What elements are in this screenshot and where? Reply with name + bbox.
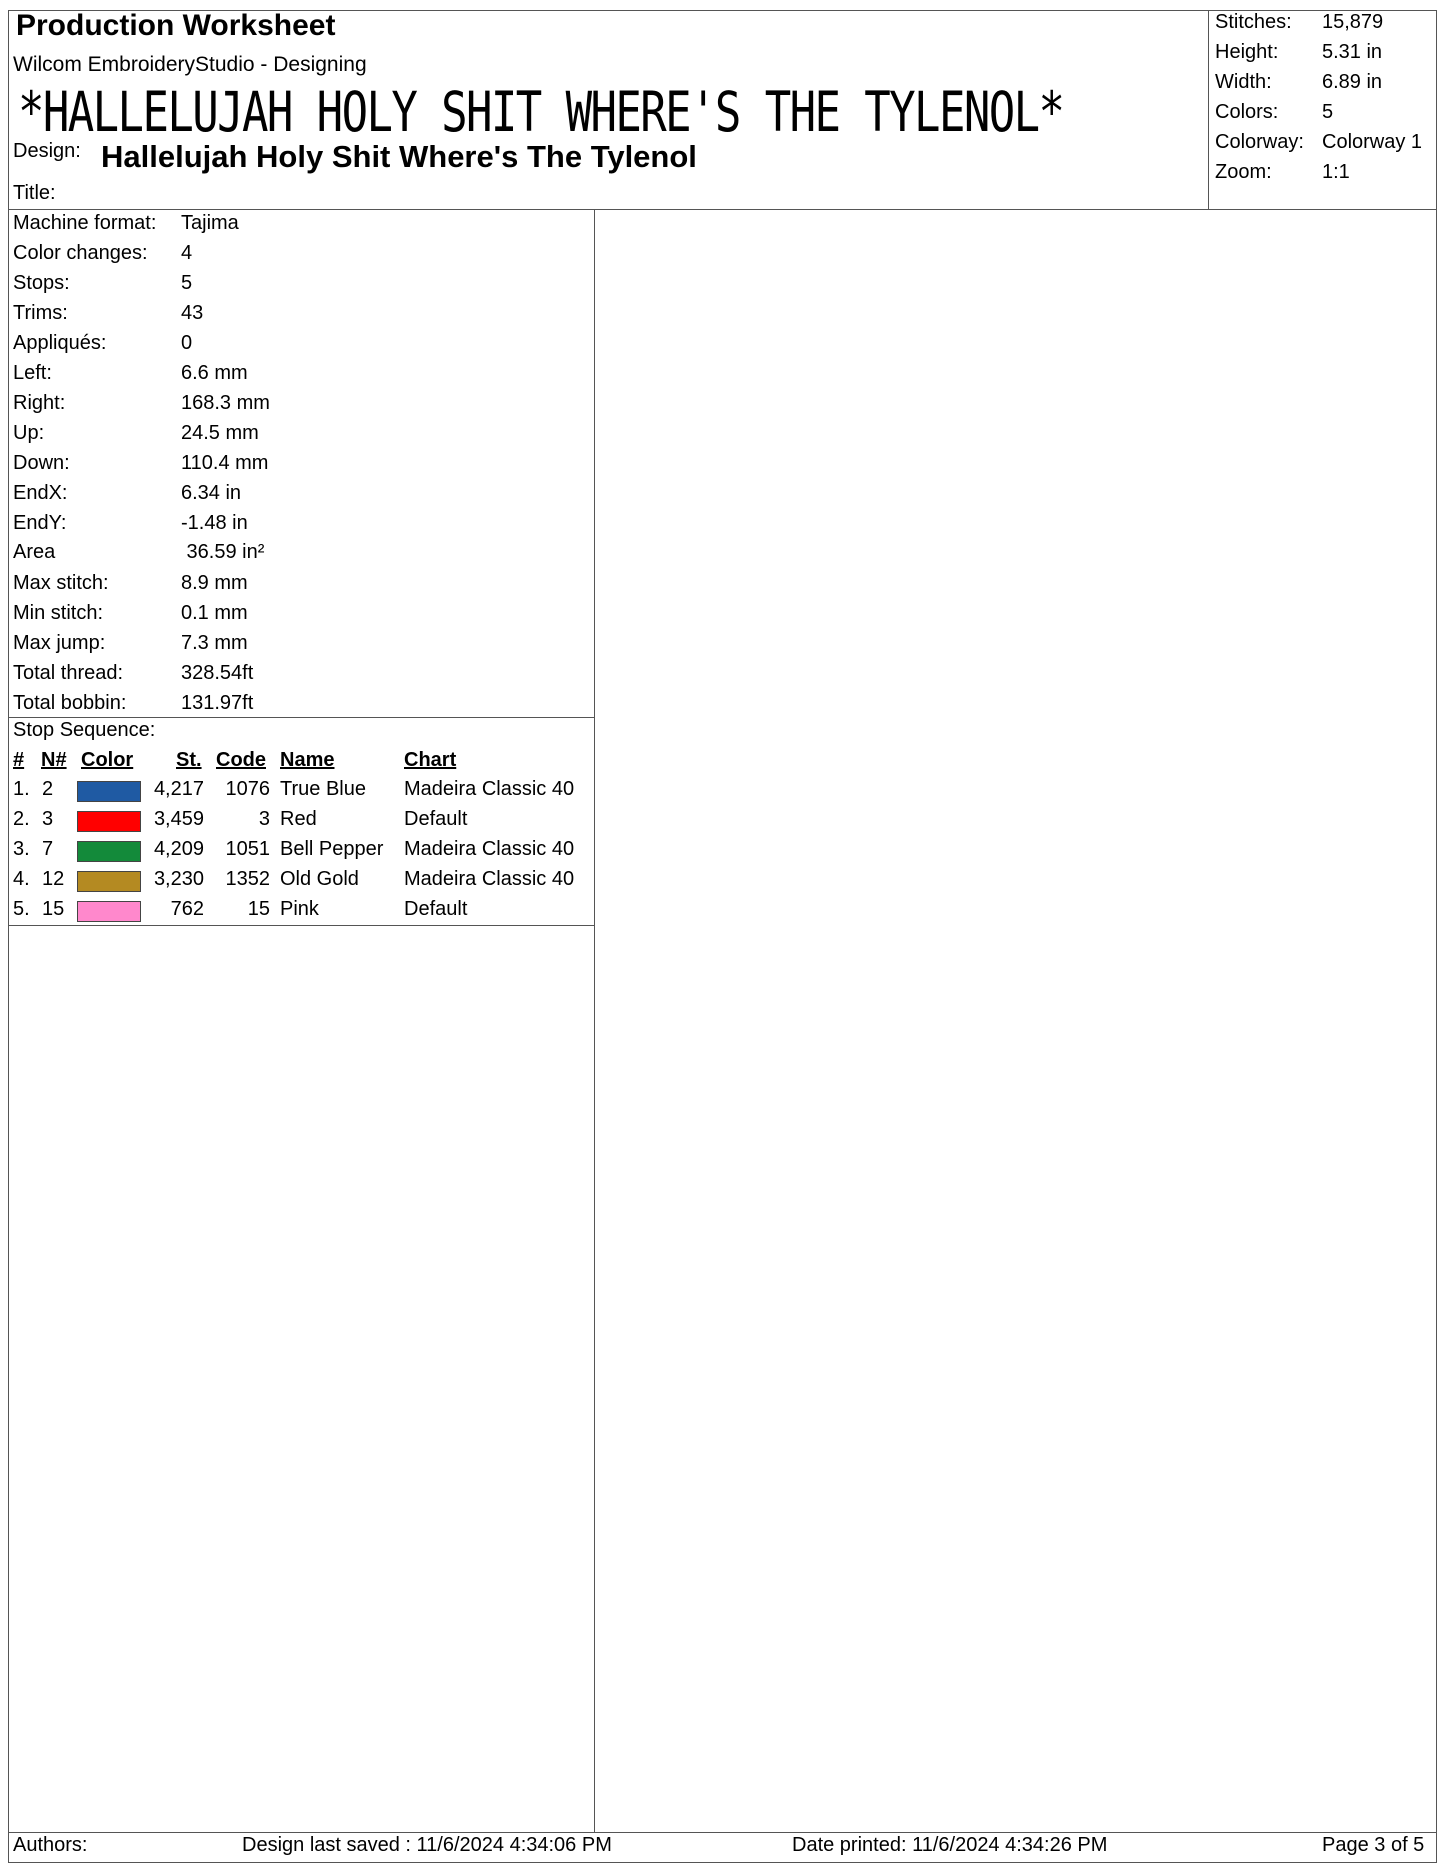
row-stitches: 4,217 [153, 778, 204, 800]
row-thread-name: Bell Pepper [280, 838, 384, 860]
footer-page-number: Page 3 of 5 [1322, 1834, 1425, 1856]
info-label: Trims: [13, 302, 68, 324]
stat-value: 15,879 [1322, 11, 1384, 33]
stat-value: 5 [1322, 101, 1334, 123]
color-swatch [77, 811, 141, 832]
footer-authors: Authors: [13, 1834, 88, 1856]
stat-value: Colorway 1 [1322, 131, 1423, 153]
info-value: 7.3 mm [181, 632, 248, 654]
row-chart: Madeira Classic 40 [404, 838, 575, 860]
row-stitches: 4,209 [153, 838, 204, 860]
row-stitches: 3,230 [153, 868, 204, 890]
stat-value: 1:1 [1322, 161, 1350, 183]
info-label: Down: [13, 452, 70, 474]
row-code: 15 [247, 898, 270, 920]
row-thread-name: Pink [280, 898, 319, 920]
title-label: Title: [13, 182, 56, 204]
row-code: 1076 [225, 778, 270, 800]
footer-divider [8, 1832, 1437, 1833]
row-thread-name: Old Gold [280, 868, 359, 890]
col-header-num: # [13, 749, 25, 771]
color-swatch [77, 841, 141, 862]
row-needle: 15 [42, 898, 65, 920]
page-title: Production Worksheet [16, 9, 336, 42]
row-number: 1. [13, 778, 30, 800]
row-number: 3. [13, 838, 30, 860]
footer-date-printed: Date printed: 11/6/2024 4:34:26 PM [792, 1834, 1108, 1856]
col-header-color: Color [81, 749, 134, 771]
row-chart: Madeira Classic 40 [404, 868, 575, 890]
row-thread-name: True Blue [280, 778, 366, 800]
design-label: Design: [13, 140, 81, 162]
row-chart: Default [404, 898, 468, 920]
stat-label: Colors: [1215, 101, 1279, 123]
color-swatch [77, 901, 141, 922]
info-label: Min stitch: [13, 602, 104, 624]
info-value: 110.4 mm [181, 452, 269, 474]
row-needle: 12 [42, 868, 65, 890]
info-value: 0.1 mm [181, 602, 248, 624]
info-label: Stops: [13, 272, 70, 294]
info-label: EndX: [13, 482, 68, 504]
info-value: 36.59 in² [181, 541, 265, 563]
column-divider [594, 209, 595, 1832]
col-header-stitches: St. [176, 749, 202, 771]
col-header-code: Code [216, 749, 266, 771]
stat-label: Width: [1215, 71, 1272, 93]
stop-sequence-title: Stop Sequence: [13, 719, 156, 741]
row-thread-name: Red [280, 808, 317, 830]
info-value: 131.97ft [181, 692, 254, 714]
stat-label: Zoom: [1215, 161, 1272, 183]
row-stitches: 3,459 [153, 808, 204, 830]
info-value: 43 [181, 302, 204, 324]
info-value: -1.48 in [181, 512, 248, 534]
stat-value: 6.89 in [1322, 71, 1383, 93]
design-name: Hallelujah Holy Shit Where's The Tylenol [101, 139, 697, 174]
info-label: Left: [13, 362, 52, 384]
stat-value: 5.31 in [1322, 41, 1383, 63]
info-value: 4 [181, 242, 193, 264]
row-number: 2. [13, 808, 30, 830]
design-preview-text: *HALLELUJAH HOLY SHIT WHERE'S THE TYLENOL* [18, 80, 1064, 144]
info-label: Area [13, 541, 56, 563]
info-label: Total thread: [13, 662, 124, 684]
info-label: Up: [13, 422, 45, 444]
stop-sequence-row [0, 868, 590, 897]
col-header-name: Name [280, 749, 335, 771]
stats-divider [1208, 10, 1209, 210]
info-divider [8, 717, 595, 718]
row-number: 4. [13, 868, 30, 890]
row-needle: 3 [42, 808, 54, 830]
stop-sequence-row [0, 838, 590, 867]
info-value: Tajima [181, 212, 239, 234]
stop-sequence-row [0, 808, 590, 837]
info-value: 168.3 mm [181, 392, 270, 414]
stop-sequence-row [0, 898, 590, 927]
info-value: 0 [181, 332, 193, 354]
info-value: 328.54ft [181, 662, 254, 684]
stop-sequence-row [0, 778, 590, 807]
row-number: 5. [13, 898, 30, 920]
row-needle: 7 [42, 838, 54, 860]
info-value: 24.5 mm [181, 422, 259, 444]
info-label: Max stitch: [13, 572, 109, 594]
info-label: Color changes: [13, 242, 148, 264]
stat-label: Colorway: [1215, 131, 1304, 153]
stat-label: Height: [1215, 41, 1279, 63]
info-label: Machine format: [13, 212, 157, 234]
col-header-chart: Chart [404, 749, 457, 771]
footer-last-saved: Design last saved : 11/6/2024 4:34:06 PM [242, 1834, 612, 1856]
info-label: Right: [13, 392, 66, 414]
row-chart: Madeira Classic 40 [404, 778, 575, 800]
info-value: 6.6 mm [181, 362, 248, 384]
info-value: 8.9 mm [181, 572, 248, 594]
info-label: Max jump: [13, 632, 106, 654]
info-label: EndY: [13, 512, 67, 534]
info-label: Appliqués: [13, 332, 107, 354]
info-value: 5 [181, 272, 193, 294]
header-divider [8, 209, 1437, 210]
row-needle: 2 [42, 778, 54, 800]
row-code: 1352 [225, 868, 270, 890]
info-value: 6.34 in [181, 482, 242, 504]
color-swatch [77, 781, 141, 802]
row-stitches: 762 [170, 898, 204, 920]
col-header-needle: N# [41, 749, 67, 771]
worksheet-frame [8, 10, 1437, 1863]
color-swatch [77, 871, 141, 892]
app-subtitle: Wilcom EmbroideryStudio - Designing [13, 53, 367, 76]
row-code: 3 [258, 808, 270, 830]
stat-label: Stitches: [1215, 11, 1292, 33]
row-code: 1051 [225, 838, 270, 860]
row-chart: Default [404, 808, 468, 830]
info-label: Total bobbin: [13, 692, 127, 714]
